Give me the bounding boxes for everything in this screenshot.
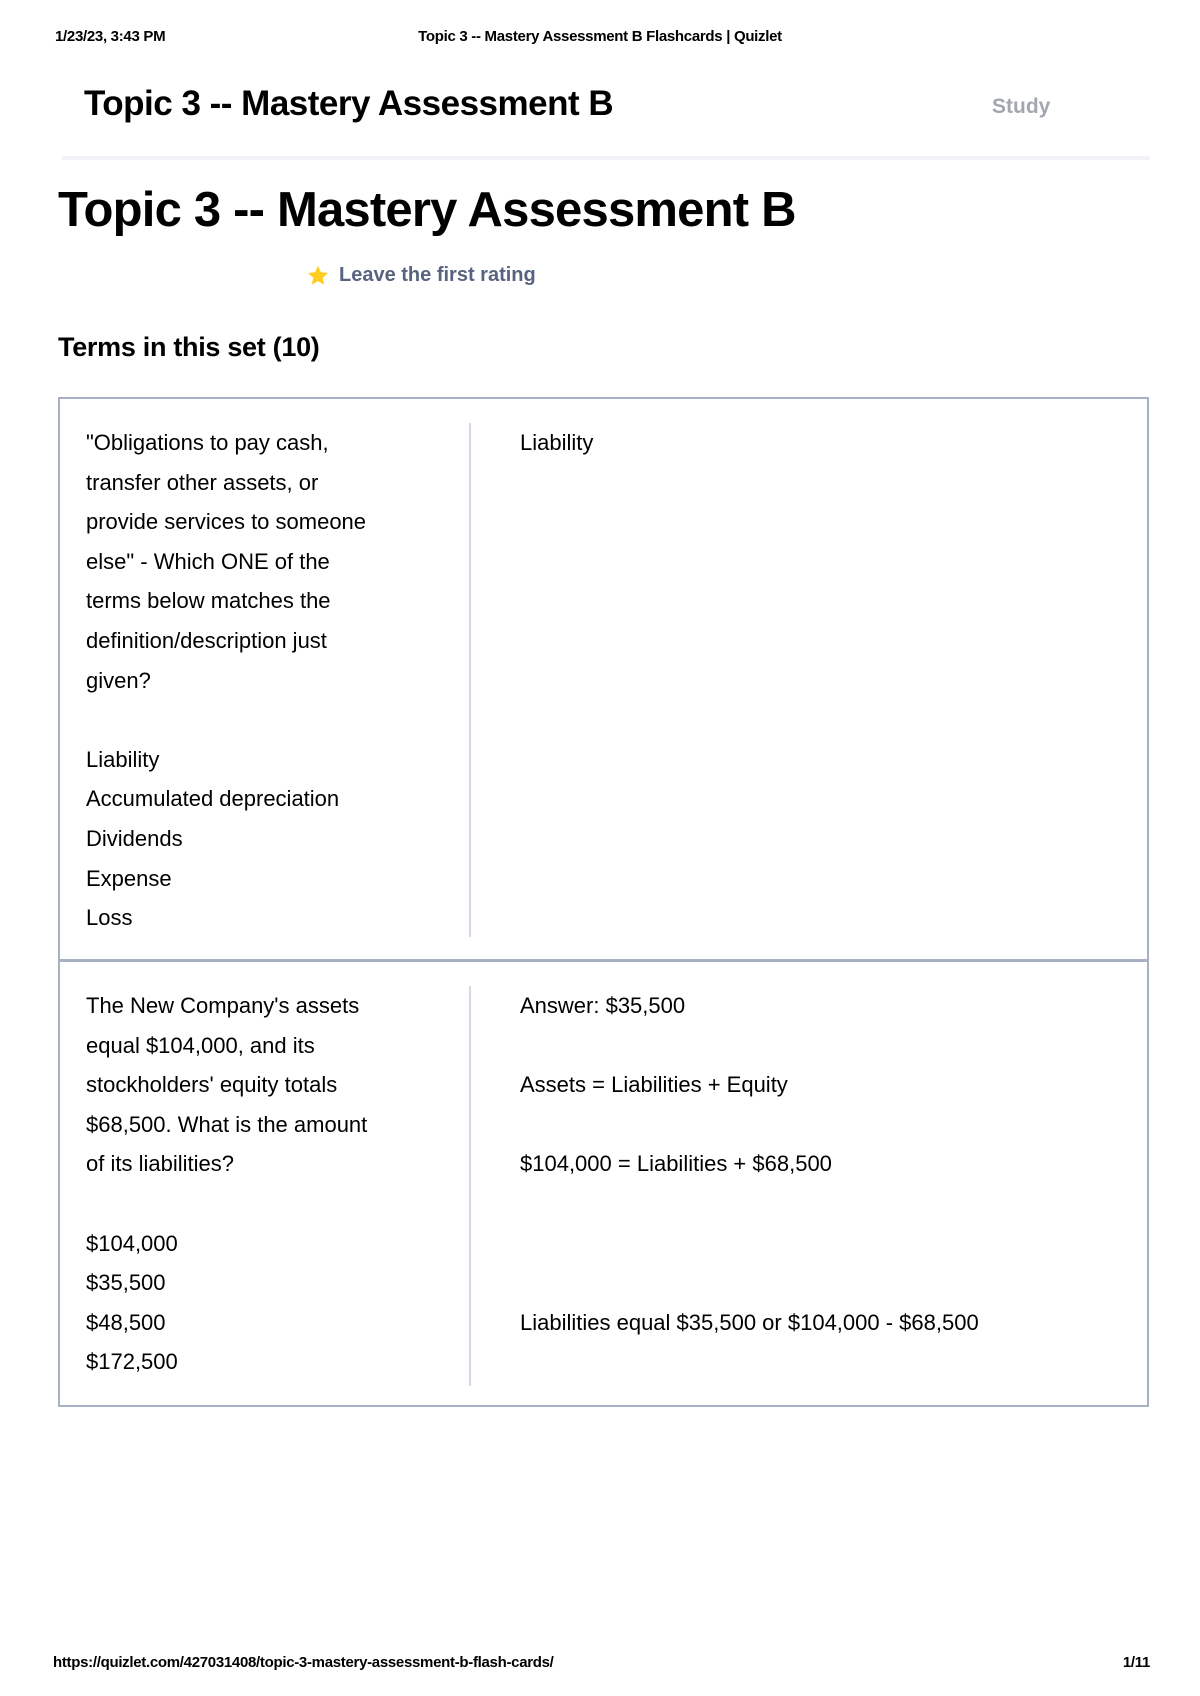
star-icon (307, 265, 329, 286)
term-card (60, 959, 1147, 1405)
print-url: https://quizlet.com/427031408/topic-3-mastery-assessment-b-flash-cards/ (53, 1654, 554, 1671)
print-document-title: Topic 3 -- Mastery Assessment B Flashcards | Quizlet (418, 28, 782, 45)
topbar-set-title: Topic 3 -- Mastery Assessment B (84, 84, 614, 123)
rating-label: Leave the first rating (339, 264, 536, 286)
print-page-number: 1/11 (1122, 1654, 1150, 1671)
print-footer (0, 1654, 1200, 1678)
definition-text: Liability (520, 430, 594, 455)
terms-heading: Terms in this set (10) (58, 332, 320, 362)
definition-text: Answer: $35,500 Assets = Liabilities + Equity $104,000 = Liabilities + $68,500 Liabilities equal $35,500 or $104,000 - $68,500 (520, 993, 979, 1335)
term-text: "Obligations to pay cash, transfer other assets, or provide services to someone else" - Which ONE of the terms below matches the definition/description just given? Liability Accumulated depreciation Dividends Expense Loss (60, 423, 471, 937)
page-title: Topic 3 -- Mastery Assessment B (58, 183, 796, 237)
print-header (0, 28, 1200, 52)
terms-list (58, 397, 1149, 1407)
rating-button[interactable] (307, 264, 536, 287)
print-datetime: 1/23/23, 3:43 PM (55, 28, 166, 45)
term-text: The New Company's assets equal $104,000, and its stockholders' equity totals $68,500. What is the amount of its liabilities? $104,000 $35,500 $48,500 $172,500 (60, 986, 471, 1386)
study-button[interactable]: Study (992, 95, 1051, 118)
term-card (60, 399, 1147, 959)
set-topbar (62, 78, 1150, 160)
